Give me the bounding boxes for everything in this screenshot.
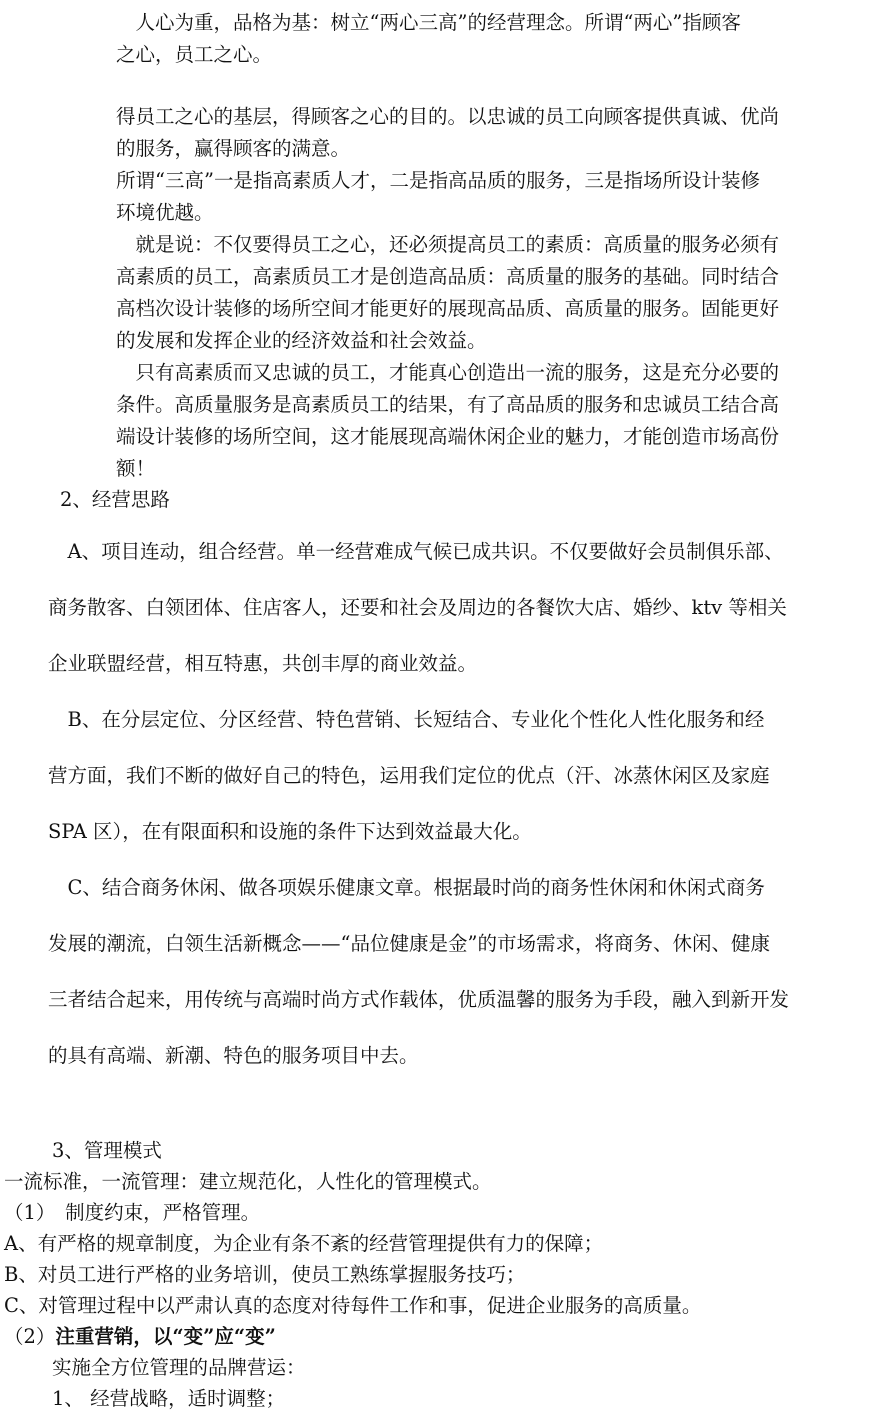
text-line: 人心为重，品格为基：树立“两心三高”的经营理念。所谓“两心”指顾客	[116, 11, 741, 34]
section3-heading: 3、管理模式	[52, 1139, 162, 1162]
list-item: A、有严格的规章制度，为企业有条不紊的经营管理提供有力的保障；	[4, 1232, 604, 1255]
text-line: 就是说：不仅要得员工之心，还必须提高员工的素质：高质量的服务必须有	[116, 233, 780, 256]
subheading-2-prefix: （2）	[4, 1325, 56, 1348]
list-item: 1、 经营战略，适时调整；	[52, 1387, 286, 1410]
text-line: 的具有高端、新潮、特色的服务项目中去。	[48, 1044, 419, 1067]
text-line: C、结合商务休闲、做各项娱乐健康文章。根据最时尚的商务性休闲和休闲式商务	[48, 876, 765, 899]
section2-heading: 2、经营思路	[60, 488, 170, 511]
subheading-1: （1） 制度约束，严格管理。	[4, 1201, 261, 1224]
text-line: 的发展和发挥企业的经济效益和社会效益。	[116, 329, 487, 352]
section2-body	[48, 524, 789, 1084]
text-line: 营方面，我们不断的做好自己的特色，运用我们定位的优点（汗、冰蒸休闲区及家庭	[48, 764, 770, 787]
text-line: 实施全方位管理的品牌营运：	[52, 1356, 306, 1379]
text-line: 发展的潮流，白领生活新概念——“品位健康是金”的市场需求，将商务、休闲、健康	[48, 932, 770, 955]
list-item: C、对管理过程中以严肃认真的态度对待每件工作和事，促进企业服务的高质量。	[4, 1294, 702, 1317]
section1-para1	[116, 7, 741, 71]
text-line: 高档次设计装修的场所空间才能更好的展现高品质、高质量的服务。固能更好	[116, 297, 780, 320]
text-line: 端设计装修的场所空间，这才能展现高端休闲企业的魅力，才能创造市场高份	[116, 425, 780, 448]
text-line: 商务散客、白领团体、住店客人，还要和社会及周边的各餐饮大店、婚纱、ktv 等相关	[48, 596, 787, 619]
text-line: 条件。高质量服务是高素质员工的结果，有了高品质的服务和忠诚员工结合高	[116, 393, 780, 416]
section3-body	[4, 1166, 701, 1414]
text-line: 额！	[116, 457, 156, 480]
text-line: 一流标准，一流管理：建立规范化，人性化的管理模式。	[4, 1170, 492, 1193]
text-line: 只有高素质而又忠诚的员工，才能真心创造出一流的服务，这是充分必要的	[116, 361, 780, 384]
text-line: 高素质的员工，高素质员工才是创造高品质：高质量的服务的基础。同时结合	[116, 265, 780, 288]
text-line: B、在分层定位、分区经营、特色营销、长短结合、专业化个性化人性化服务和经	[48, 708, 765, 731]
text-line: 所谓“三高”一是指高素质人才，二是指高品质的服务，三是指场所设计装修	[116, 169, 760, 192]
text-line: 企业联盟经营，相互特惠，共创丰厚的商业效益。	[48, 652, 478, 675]
text-line: 得员工之心的基层，得顾客之心的目的。以忠诚的员工向顾客提供真诚、优尚	[116, 105, 780, 128]
text-line: 三者结合起来，用传统与高端时尚方式作载体，优质温馨的服务为手段，融入到新开发	[48, 988, 790, 1011]
text-line: 之心，员工之心。	[116, 43, 273, 66]
text-line: 的服务，赢得顾客的满意。	[116, 137, 351, 160]
text-line: 环境优越。	[116, 201, 214, 224]
list-item: B、对员工进行严格的业务培训，使员工熟练掌握服务技巧；	[4, 1263, 526, 1286]
subheading-2-title: 注重营销，以“变”应“变”	[55, 1325, 276, 1348]
subheading-2	[4, 1321, 701, 1352]
section1-para2	[116, 101, 779, 485]
text-line: A、项目连动，组合经营。单一经营难成气候已成共识。不仅要做好会员制俱乐部、	[48, 540, 784, 563]
text-line: SPA 区），在有限面积和设施的条件下达到效益最大化。	[48, 820, 532, 843]
